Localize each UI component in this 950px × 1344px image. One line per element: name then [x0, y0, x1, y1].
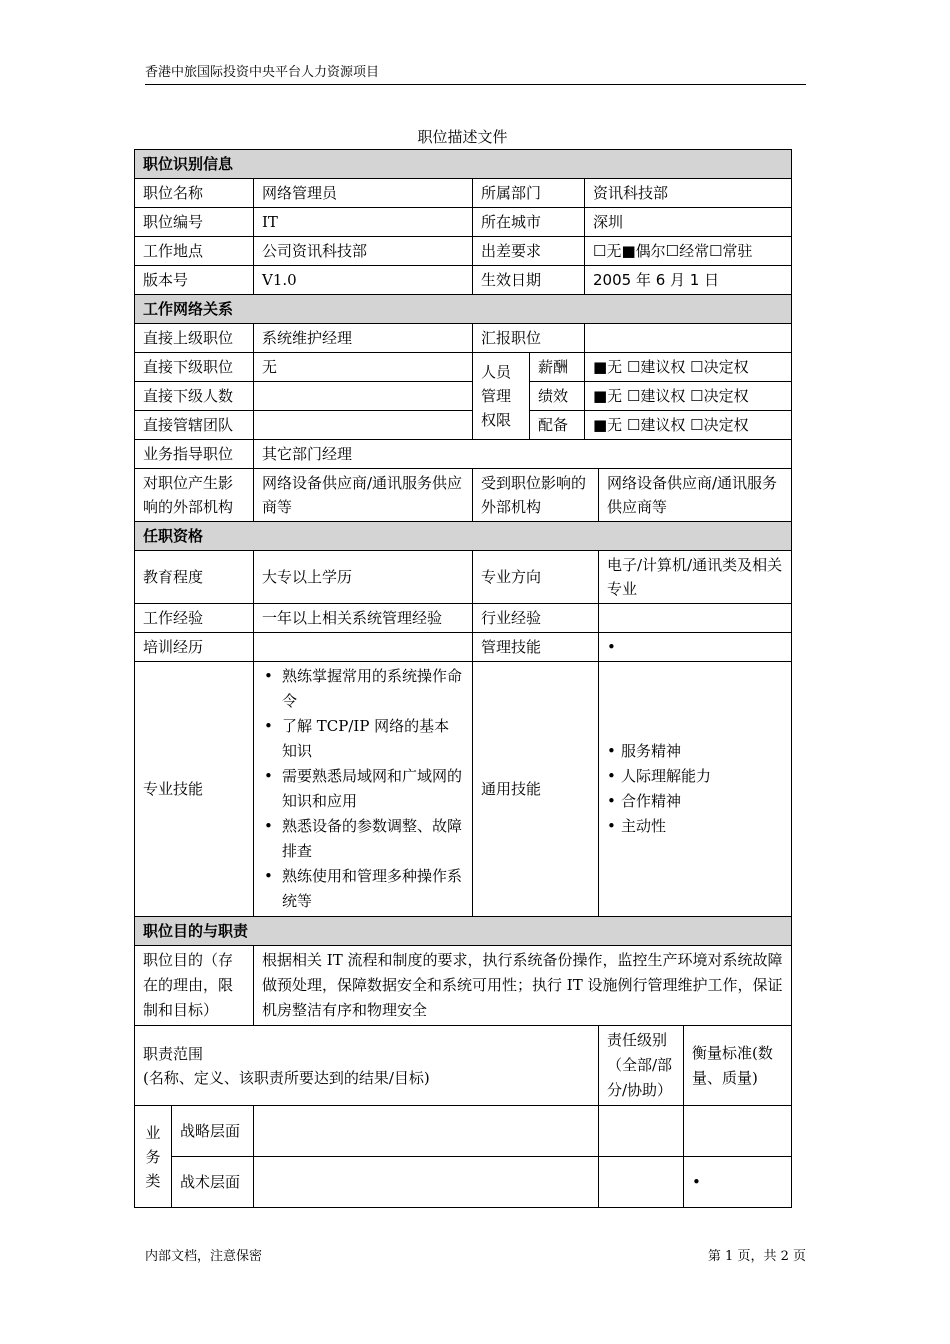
value-sub-count: [254, 382, 473, 411]
scope-subtitle: (名称、定义、该职责所要达到的结果/目标): [143, 1068, 430, 1087]
authority-value-performance: ■无 ☐建议权 ☐决定权: [585, 382, 792, 411]
label-business-category-line-1: 业: [145, 1123, 161, 1142]
label-authority: [473, 353, 530, 440]
value-purpose: 根据相关 IT 流程和制度的要求，执行系统备份操作，监控生产环境对系统故障做预处理，保障数据安全和系统可用性；执行 IT 设施例行管理维护工作，保证机房整洁有序和物理安全: [254, 946, 792, 1026]
label-position-code: 职位编号: [135, 208, 254, 237]
section-purpose: 职位目的与职责: [135, 917, 792, 946]
label-position-name: 职位名称: [135, 179, 254, 208]
measure-strategic: [684, 1106, 792, 1157]
pro-skill-item: • 熟悉设备的参数调整、故障排查: [262, 814, 464, 864]
label-strategic: 战略层面: [172, 1106, 254, 1157]
value-version: V1.0: [254, 266, 473, 295]
value-affects: 网络设备供应商/通讯服务供应商等: [254, 469, 473, 522]
pro-skill-item: • 了解 TCP/IP 网络的基本知识: [262, 714, 464, 764]
value-guidance: 其它部门经理: [254, 440, 792, 469]
value-general-skills: [599, 662, 792, 917]
label-business-category-line-3: 类: [145, 1171, 161, 1190]
label-mgmt-skill: 管理技能: [473, 633, 599, 662]
section-identification: 职位识别信息: [135, 150, 792, 179]
authority-value-salary: ■无 ☐建议权 ☐决定权: [585, 353, 792, 382]
label-training: 培训经历: [135, 633, 254, 662]
label-authority-line-3: 权限: [481, 411, 512, 429]
value-effective-date: 2005 年 6 月 1 日: [585, 266, 792, 295]
measure-tactical: •: [684, 1157, 792, 1208]
label-subordinate: 直接下级职位: [135, 353, 254, 382]
document-title: 职位描述文件: [417, 128, 508, 146]
label-industry: 行业经验: [473, 604, 599, 633]
label-tactical: 战术层面: [172, 1157, 254, 1208]
value-major: 电子/计算机/通讯类及相关专业: [599, 551, 792, 604]
label-authority-line-1: 人员: [481, 363, 512, 381]
label-general-skill: 通用技能: [473, 662, 599, 917]
label-authority-line-2: 管理: [481, 387, 512, 405]
section-network: 工作网络关系: [135, 295, 792, 324]
value-position-name: 网络管理员: [254, 179, 473, 208]
general-skill-item: • 服务精神: [607, 739, 783, 764]
label-business-category-line-2: 务: [145, 1147, 161, 1166]
label-superior: 直接上级职位: [135, 324, 254, 353]
general-skill-item: • 合作精神: [607, 789, 783, 814]
value-location: 公司资讯科技部: [254, 237, 473, 266]
label-effective-date: 生效日期: [473, 266, 585, 295]
label-travel: 出差要求: [473, 237, 585, 266]
scope-title: 职责范围: [143, 1044, 204, 1063]
general-skill-item: • 人际理解能力: [607, 764, 783, 789]
label-business-category: [135, 1106, 172, 1208]
authority-item-staffing: 配备: [530, 411, 585, 440]
value-mgmt-skill: •: [599, 633, 792, 662]
label-experience: 工作经验: [135, 604, 254, 633]
value-superior: 系统维护经理: [254, 324, 473, 353]
pro-skill-item: • 需要熟悉局域网和广域网的知识和应用: [262, 764, 464, 814]
value-experience: 一年以上相关系统管理经验: [254, 604, 473, 633]
value-report: [585, 324, 792, 353]
footer-confidential: 内部文档，注意保密: [145, 1249, 263, 1264]
page-header: 香港中旅国际投资中央平台人力资源项目: [145, 64, 806, 85]
label-affected: 受到职位影响的外部机构: [473, 469, 599, 522]
label-department: 所属部门: [473, 179, 585, 208]
value-subordinate: 无: [254, 353, 473, 382]
general-skill-item: • 主动性: [607, 814, 783, 839]
value-training: [254, 633, 473, 662]
value-team: [254, 411, 473, 440]
authority-item-salary: 薪酬: [530, 353, 585, 382]
value-education: 大专以上学历: [254, 551, 473, 604]
level-tactical: [599, 1157, 684, 1208]
value-strategic: [254, 1106, 599, 1157]
label-education: 教育程度: [135, 551, 254, 604]
value-travel: ☐无■偶尔☐经常☐常驻: [585, 237, 792, 266]
value-tactical: [254, 1157, 599, 1208]
label-version: 版本号: [135, 266, 254, 295]
pro-skill-item: • 熟练使用和管理多种操作系统等: [262, 864, 464, 914]
pro-skill-item: • 熟练掌握常用的系统操作命令: [262, 664, 464, 714]
label-purpose: 职位目的（存在的理由，限制和目标）: [135, 946, 254, 1026]
authority-value-staffing: ■无 ☐建议权 ☐决定权: [585, 411, 792, 440]
label-guidance: 业务指导职位: [135, 440, 254, 469]
label-team: 直接管辖团队: [135, 411, 254, 440]
label-pro-skill: 专业技能: [135, 662, 254, 917]
level-strategic: [599, 1106, 684, 1157]
section-qualification: 任职资格: [135, 522, 792, 551]
value-city: 深圳: [585, 208, 792, 237]
value-department: 资讯科技部: [585, 179, 792, 208]
value-position-code: IT: [254, 208, 473, 237]
label-major: 专业方向: [473, 551, 599, 604]
value-industry: [599, 604, 792, 633]
job-description-table: [134, 149, 792, 1208]
value-pro-skills: [254, 662, 473, 917]
value-affected: 网络设备供应商/通讯服务供应商等: [599, 469, 792, 522]
label-sub-count: 直接下级人数: [135, 382, 254, 411]
label-affects: 对职位产生影响的外部机构: [135, 469, 254, 522]
label-city: 所在城市: [473, 208, 585, 237]
label-report: 汇报职位: [473, 324, 585, 353]
scope-header: [135, 1026, 599, 1106]
label-responsibility-level: 责任级别（全部/部分/协助）: [599, 1026, 684, 1106]
authority-item-performance: 绩效: [530, 382, 585, 411]
footer-page-number: 第 1 页，共 2 页: [707, 1249, 806, 1264]
label-location: 工作地点: [135, 237, 254, 266]
label-measure: 衡量标准(数量、质量): [684, 1026, 792, 1106]
